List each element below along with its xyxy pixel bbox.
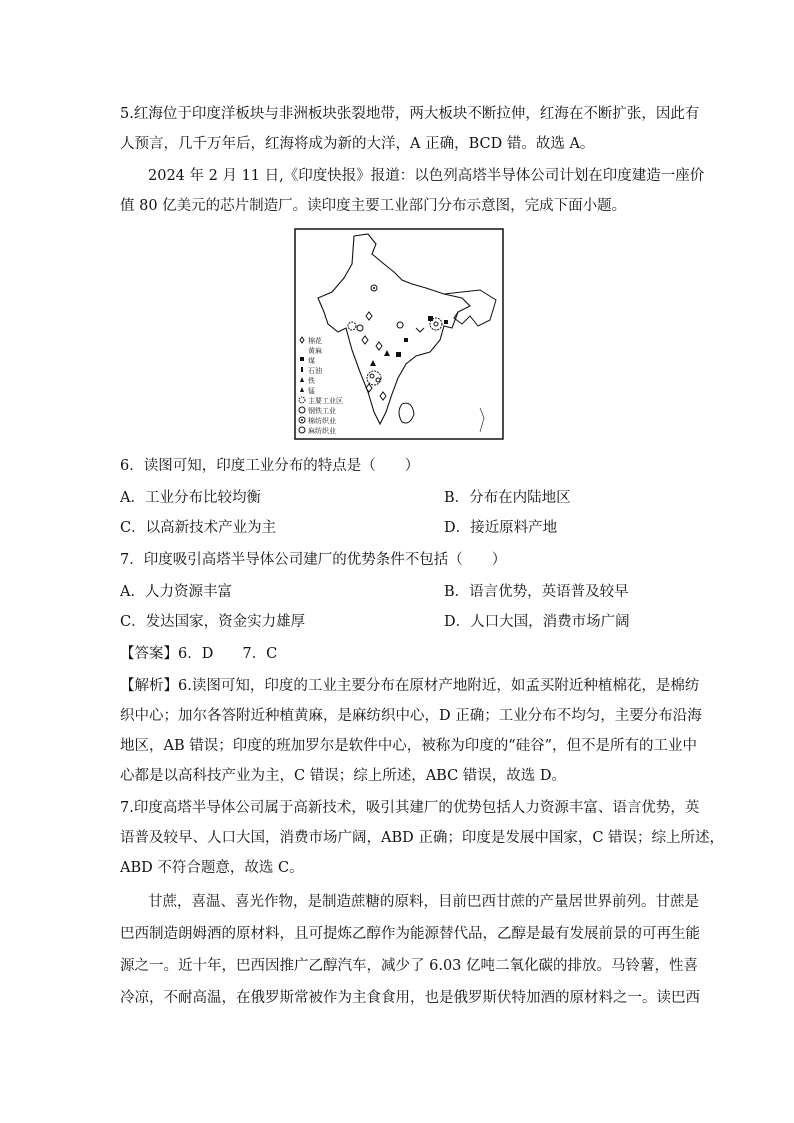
svg-text:钢铁工业: 钢铁工业 [308, 407, 336, 415]
passage-line-4: 冷凉，不耐高温，在俄罗斯常被作为主食食用，也是俄罗斯伏特加酒的原材料之一。读巴西 [120, 990, 700, 1006]
analysis-line-5: 7.印度高塔半导体公司属于高新技术，吸引其建厂的优势包括人力资源丰富、语言优势，英 [120, 800, 700, 816]
svg-text:石油: 石油 [308, 367, 322, 375]
svg-text:麻纺织业: 麻纺织业 [308, 427, 336, 435]
q5-analysis-line-1: 5.红海位于印度洋板块与非洲板块张裂地带，两大板块不断拉伸，红海在不断扩张，因此有 [120, 106, 700, 122]
analysis-line-1: 【解析】6.读图可知，印度的工业主要分布在原材产地附近，如孟买附近种植棉花，是棉纺 [120, 678, 700, 694]
svg-text:煤: 煤 [308, 357, 315, 365]
passage-line-2: 巴西制造朗姆酒的原材料，且可提炼乙醇作为能源替代品，乙醇是最有发展前景的可再生能 [120, 926, 700, 942]
intro-line-1: 2024 年 2 月 11 日,《印度快报》报道：以色列高塔半导体公司计划在印度建造一座价 [148, 168, 705, 184]
analysis-line-3: 地区，AB 错误；印度的班加罗尔是软件中心，被称为印度的“硅谷”，但不是所有的工业中 [120, 738, 698, 754]
svg-text:棉花: 棉花 [308, 337, 322, 345]
q6-option-d: D．接近原料产地 [444, 520, 558, 536]
q5-analysis-line-2: 人预言，几千万年后，红海将成为新的大洋，A 正确，BCD 错。故选 A。 [120, 136, 595, 152]
passage-line-3: 源之一。近十年，巴西因推广乙醇汽车，减少了 6.03 亿吨二氧化碳的排放。马铃薯，性喜 [120, 958, 698, 974]
analysis-line-2: 织中心；加尔各答附近种植黄麻，是麻纺织中心，D 正确；工业分布不均匀，主要分布沿海 [120, 708, 702, 724]
passage-line-1: 甘蔗，喜温、喜光作物，是制造蔗糖的原料，目前巴西甘蔗的产量居世界前列。甘蔗是 [148, 894, 699, 910]
q7-option-c: C．发达国家，资金实力雄厚 [120, 614, 306, 630]
svg-text:铁: 铁 [308, 377, 315, 385]
india-map-figure [294, 228, 504, 440]
q6-option-c: C．以高新技术产业为主 [120, 520, 277, 536]
q6-stem: 6．读图可知，印度工业分布的特点是（ ） [120, 458, 420, 474]
answer-line: 【答案】6．D 7．C [120, 646, 278, 662]
q6-option-a: A．工业分布比较均衡 [120, 490, 261, 506]
india-industry-map [294, 228, 504, 440]
analysis-line-6: 语普及较早、人口大国，消费市场广阔，ABD 正确；印度是发展中国家，C 错误；综上所述， [120, 830, 725, 846]
q7-option-d: D．人口大国，消费市场广阔 [444, 614, 630, 630]
q7-stem: 7．印度吸引高塔半导体公司建厂的优势条件不包括（ ） [120, 552, 507, 568]
svg-text:主要工业区: 主要工业区 [308, 397, 343, 405]
analysis-line-7: ABD 不符合题意，故选 C。 [120, 860, 304, 876]
q7-option-b: B．语言优势，英语普及较早 [444, 584, 629, 600]
svg-text:棉纺织业: 棉纺织业 [308, 417, 336, 425]
svg-text:黄麻: 黄麻 [308, 347, 322, 355]
analysis-line-4: 心都是以高科技产业为主，C 错误；综上所述，ABC 错误，故选 D。 [120, 768, 567, 784]
q7-option-a: A．人力资源丰富 [120, 584, 232, 600]
intro-line-2: 值 80 亿美元的芯片制造厂。读印度主要工业部门分布示意图，完成下面小题。 [120, 198, 627, 214]
q6-option-b: B．分布在内陆地区 [444, 490, 571, 506]
svg-text:锰: 锰 [308, 387, 315, 395]
